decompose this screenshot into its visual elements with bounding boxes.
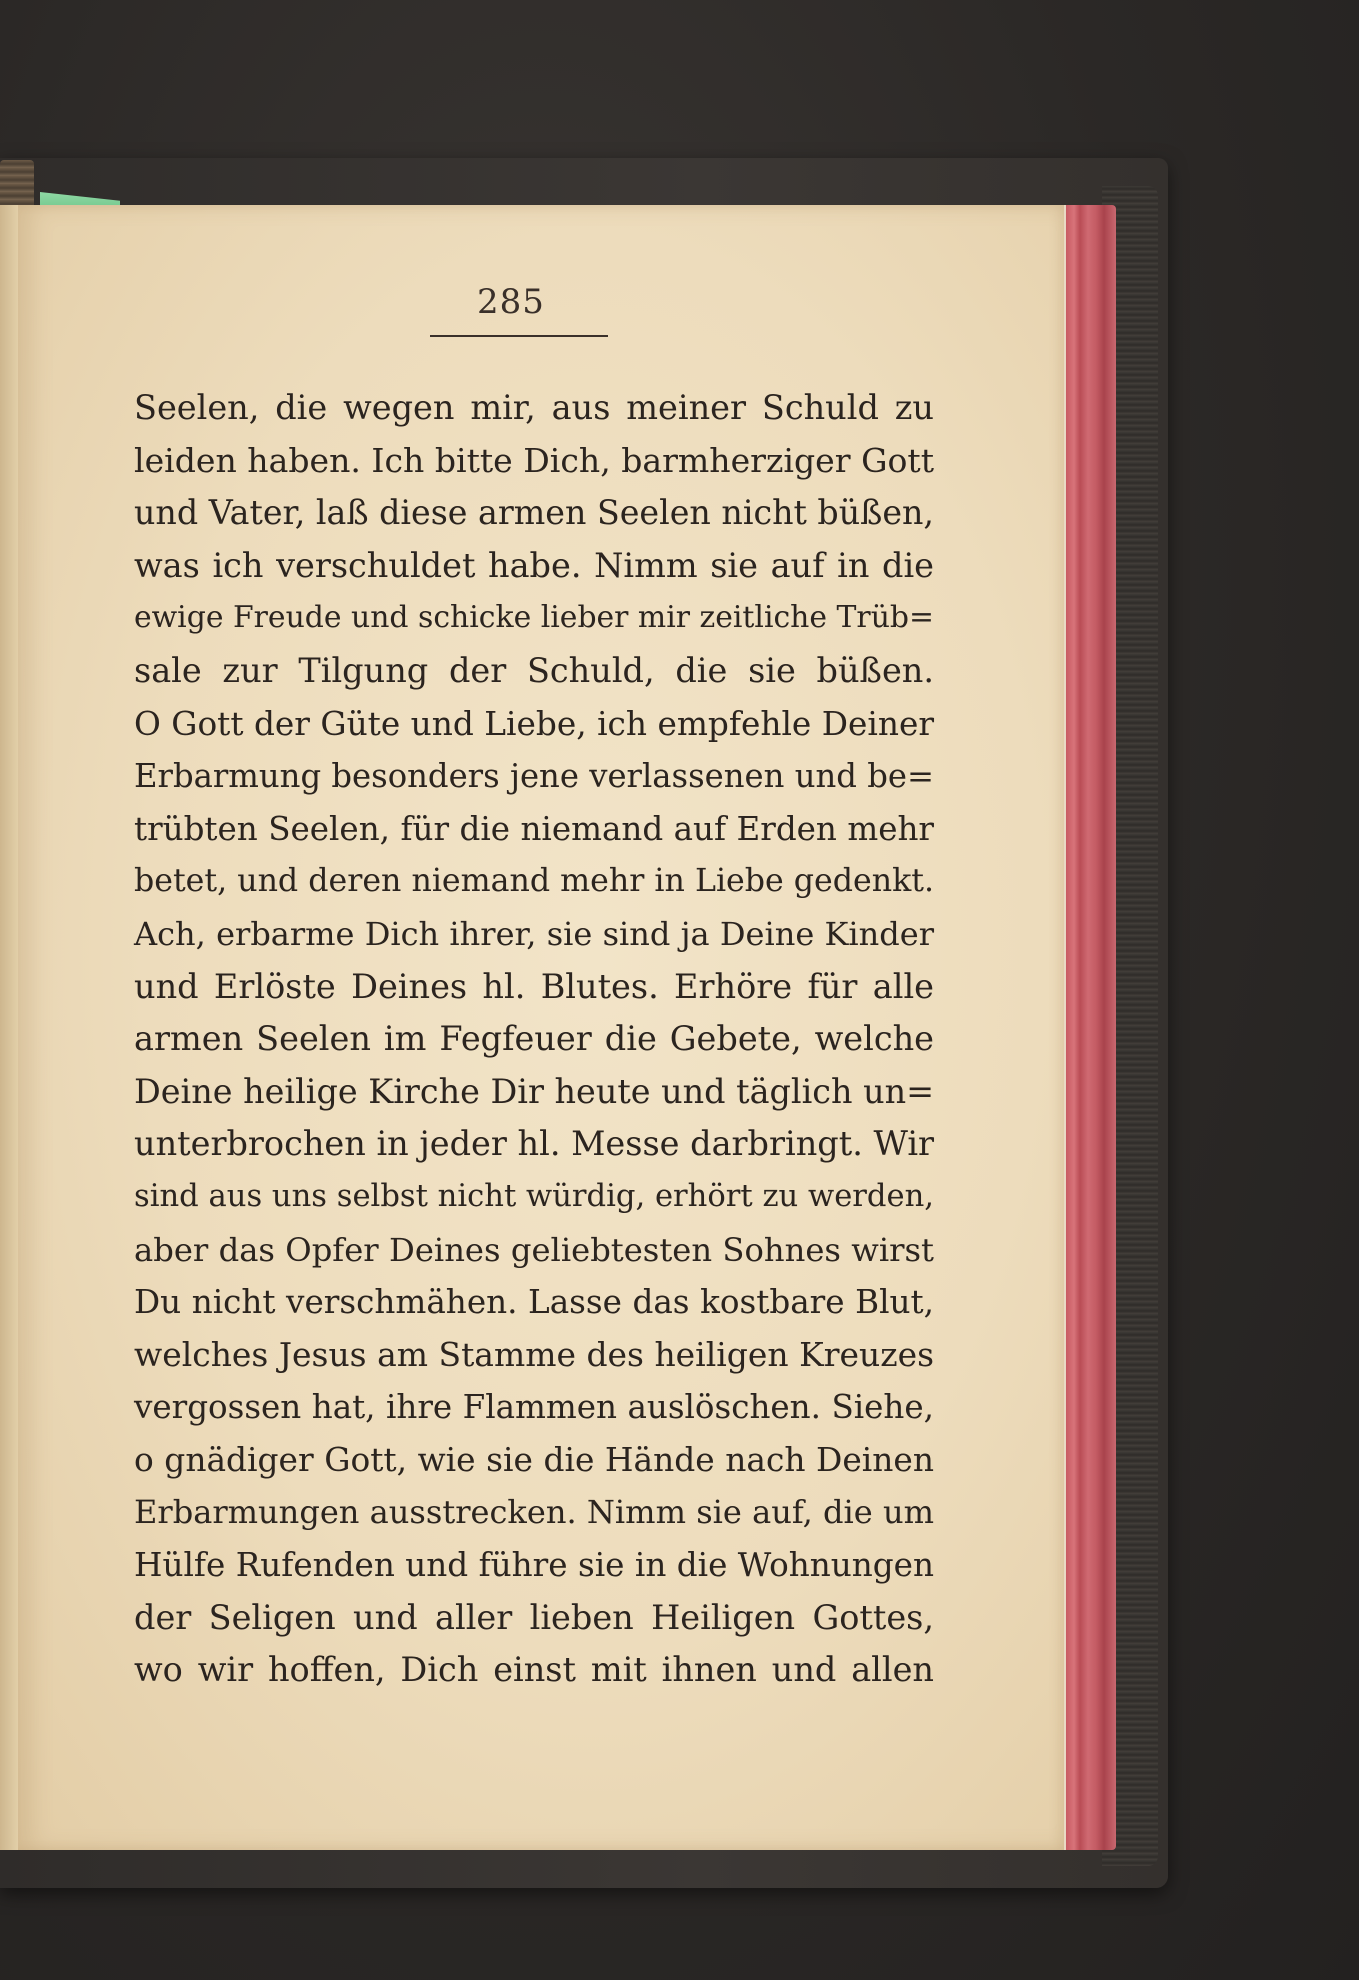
text-line: Ach, erbarme Dich ihrer, sie sind ja Deine Kinder: [134, 914, 934, 953]
text-line: und Erlöste Deines hl. Blutes. Erhöre für alle: [134, 966, 934, 1006]
text-line: armen Seelen im Fegfeuer die Gebete, welche: [134, 1019, 934, 1059]
text-line: o gnädiger Gott, wie sie die Hände nach Deinen: [134, 1440, 934, 1479]
text-line: Hülfe Rufenden und führe sie in die Wohnungen: [134, 1546, 934, 1585]
text-line: welches Jesus am Stamme des heiligen Kreuzes: [134, 1334, 934, 1374]
header-rule: [430, 335, 608, 337]
red-page-edges: [1058, 205, 1116, 1850]
text-line: O Gott der Güte und Liebe, ich empfehle Deiner: [134, 704, 934, 743]
previous-page-edge: [0, 205, 18, 1850]
text-line: leiden haben. Ich bitte Dich, barmherziger Gott: [134, 440, 934, 480]
text-line: betet, und deren niemand mehr in Liebe gedenkt.: [134, 863, 934, 900]
text-line: Erbarmungen ausstrecken. Nimm sie auf, die um: [134, 1493, 934, 1532]
text-line: Du nicht verschmähen. Lasse das kostbare Blut,: [134, 1283, 934, 1322]
text-line: trübten Seelen, für die niemand auf Erden mehr: [134, 809, 934, 848]
page-body-text: [134, 382, 934, 1697]
text-line: aber das Opfer Deines geliebtesten Sohnes wirst: [134, 1230, 934, 1269]
text-line: Seelen, die wegen mir, aus meiner Schuld zu: [134, 388, 934, 427]
text-line: und Vater, laß diese armen Seelen nicht büßen,: [134, 493, 934, 533]
text-line: sind aus uns selbst nicht würdig, erhört zu werden,: [134, 1178, 934, 1214]
text-line: Deine heilige Kirche Dir heute und täglich un=: [134, 1071, 935, 1111]
text-line: was ich verschuldet habe. Nimm sie auf in die: [134, 545, 934, 585]
text-line: vergossen hat, ihre Flammen auslöschen. Siehe,: [134, 1388, 934, 1427]
text-line: unterbrochen in jeder hl. Messe darbringt. Wir: [134, 1124, 935, 1164]
text-line: ewige Freude und schicke lieber mir zeitliche Trüb=: [134, 600, 934, 636]
text-line: Erbarmung besonders jene verlassenen und be=: [134, 757, 934, 796]
text-line: sale zur Tilgung der Schuld, die sie büßen.: [134, 650, 934, 690]
text-line: wo wir hoffen, Dich einst mit ihnen und allen: [134, 1650, 934, 1690]
text-line: der Seligen und aller lieben Heiligen Gottes,: [134, 1597, 934, 1637]
page-number: 285: [477, 282, 545, 322]
